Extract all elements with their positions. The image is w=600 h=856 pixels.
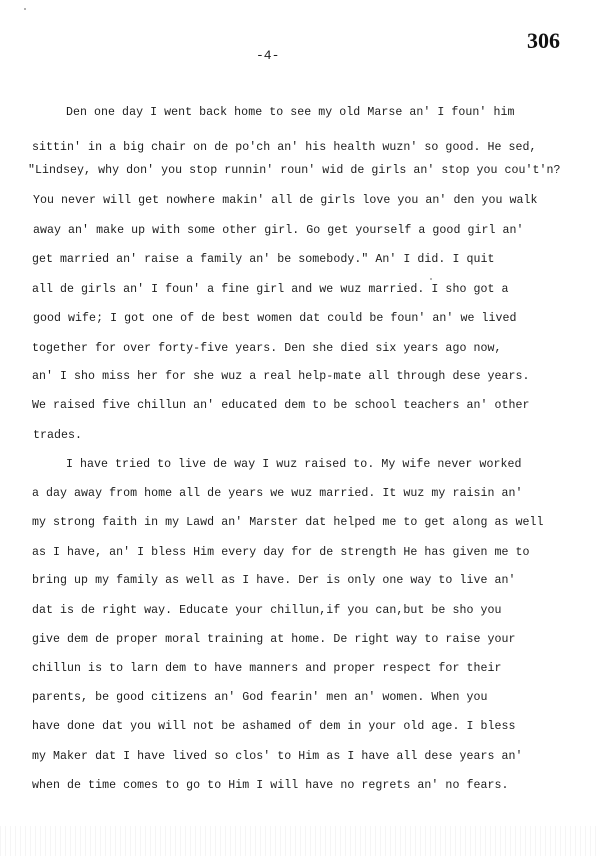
text-line: an' I sho miss her for she wuz a real help-mate all through dese years.: [32, 370, 530, 383]
text-line: dat is de right way. Educate your chillun,if you can,but be sho you: [32, 604, 502, 617]
text-line: chillun is to larn dem to have manners and proper respect for their: [32, 662, 502, 675]
text-line: have done dat you will not be ashamed of dem in your old age. I bless: [32, 720, 516, 733]
scan-speck: [24, 8, 26, 10]
text-line: away an' make up with some other girl. Go get yourself a good girl an': [33, 224, 524, 237]
text-line: parents, be good citizens an' God fearin' men an' women. When you: [32, 691, 488, 704]
text-line: bring up my family as well as I have. Der is only one way to live an': [32, 574, 516, 587]
text-line: I have tried to live de way I wuz raised to. My wife never worked: [66, 458, 522, 471]
page-number: 306: [527, 28, 560, 53]
text-line: trades.: [33, 429, 83, 442]
text-line: give dem de proper moral training at home. De right way to raise your: [32, 633, 516, 646]
section-number: -4-: [256, 48, 280, 63]
text-line: together for over forty-five years. Den she died six years ago now,: [32, 342, 502, 355]
text-line: as I have, an' I bless Him every day for de strength He has given me to: [32, 546, 530, 559]
text-line: my strong faith in my Lawd an' Marster dat helped me to get along as well: [32, 516, 544, 529]
text-line: when de time comes to go to Him I will have no regrets an' no fears.: [32, 779, 509, 792]
text-line: my Maker dat I have lived so clos' to Him as I have all dese years an': [32, 750, 523, 763]
text-line: good wife; I got one of de best women dat could be foun' an' we lived: [33, 312, 517, 325]
text-line: get married an' raise a family an' be somebody." An' I did. I quit: [32, 253, 495, 266]
text-line: Den one day I went back home to see my old Marse an' I foun' him: [66, 106, 515, 119]
scan-speck: [430, 278, 432, 280]
scan-edge-noise: [0, 826, 600, 856]
text-line: "Lindsey, why don' you stop runnin' roun' wid de girls an' stop you cou't'n?: [28, 164, 561, 177]
text-line: sittin' in a big chair on de po'ch an' his health wuzn' so good. He sed,: [32, 141, 537, 154]
text-line: You never will get nowhere makin' all de girls love you an' den you walk: [33, 194, 538, 207]
text-line: all de girls an' I foun' a fine girl and we wuz married. I sho got a: [32, 283, 509, 296]
text-line: We raised five chillun an' educated dem to be school teachers an' other: [32, 399, 530, 412]
text-line: a day away from home all de years we wuz married. It wuz my raisin an': [32, 487, 523, 500]
